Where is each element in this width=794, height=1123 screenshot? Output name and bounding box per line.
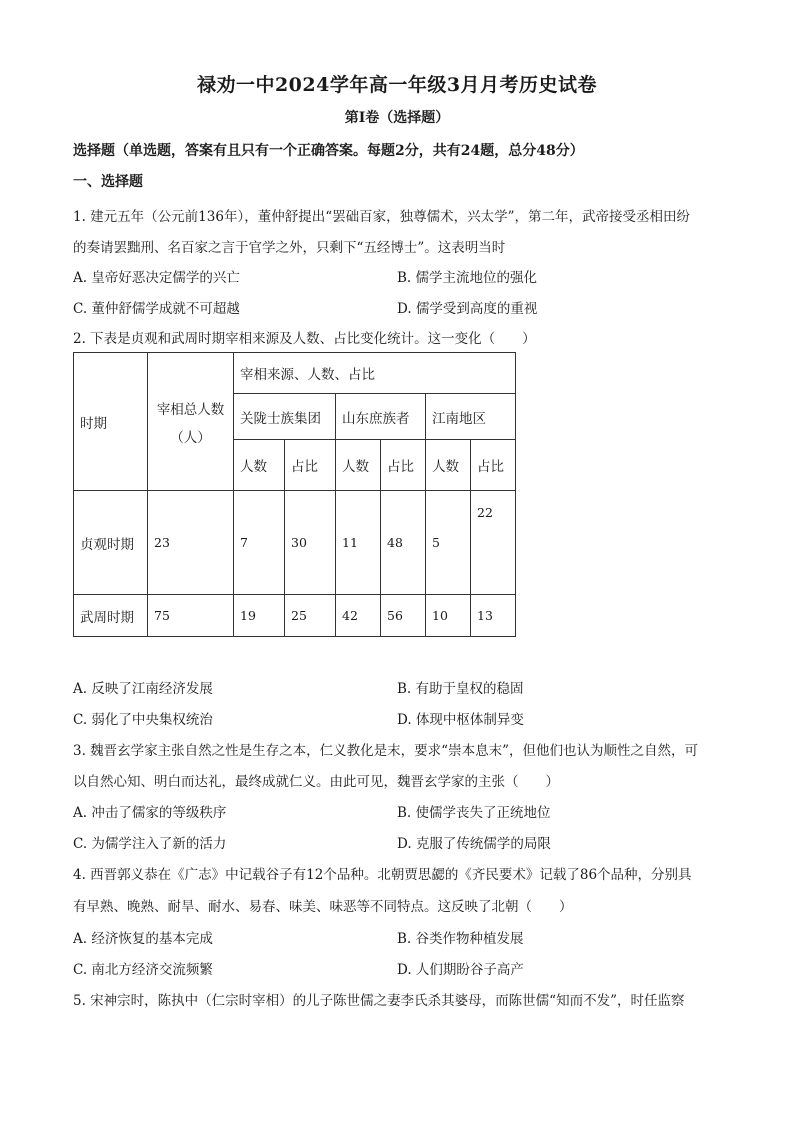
- question-1-option-a: A. 皇帝好恶决定儒学的兴亡: [73, 270, 240, 286]
- table-subheader-ratio: 占比: [471, 440, 516, 491]
- table-header-source-2: 山东庶族者: [336, 394, 426, 440]
- question-4-line-1: 4. 西晋郭义恭在《广志》中记载谷子有12个品种。北朝贾思勰的《齐民要术》记载了86个品种，分别具: [73, 867, 692, 883]
- question-4-option-d: D. 人们期盼谷子高产: [397, 962, 524, 978]
- table-cell: 42: [336, 595, 381, 637]
- question-2-option-d: D. 体现中枢体制异变: [397, 712, 524, 728]
- page-title: 禄劝一中2024学年高一年级3月月考历史试卷: [196, 74, 598, 96]
- table-row: [74, 491, 516, 595]
- table-cell: 56: [381, 595, 426, 637]
- question-3-option-c: C. 为儒学注入了新的活力: [73, 836, 227, 852]
- question-3-option-d: D. 克服了传统儒学的局限: [397, 836, 551, 852]
- question-1-line-1: 1. 建元五年（公元前136年），董仲舒提出“罢础百家，独尊儒术，兴太学”，第二年，武帝接受丞相田纷: [73, 209, 690, 225]
- table-header-period: 时期: [74, 353, 148, 491]
- question-4-line-2: 有早熟、晚熟、耐旱、耐水、易春、味美、味恶等不同特点。这反映了北朝（ ）: [73, 899, 573, 915]
- table-cell-period: 武周时期: [74, 595, 148, 637]
- question-4-option-c: C. 南北方经济交流频繁: [73, 962, 213, 978]
- table-header-source-1: 关陇士族集团: [234, 394, 336, 440]
- table-subheader-ratio: 占比: [285, 440, 336, 491]
- table-subheader-ratio: 占比: [381, 440, 426, 491]
- question-2-line-1: 2. 下表是贞观和武周时期宰相来源及人数、占比变化统计。这一变化（ ）: [73, 331, 536, 347]
- table-cell: 19: [234, 595, 285, 637]
- table-subheader-count: 人数: [234, 440, 285, 491]
- table-cell: 25: [285, 595, 336, 637]
- table-subheader-count: 人数: [426, 440, 471, 491]
- instructions: 选择题（单选题，答案有且只有一个正确答案。每题2分，共有24题，总分48分）: [73, 143, 584, 159]
- question-1-line-2: 的奏请罢黜刑、名百家之言于官学之外，只剩下“五经博士”。这表明当时: [73, 240, 506, 256]
- table-header-sources: 宰相来源、人数、占比: [234, 353, 516, 394]
- question-1-option-b: B. 儒学主流地位的强化: [397, 270, 538, 286]
- table-cell: 7: [234, 491, 285, 595]
- question-2-option-a: A. 反映了江南经济发展: [73, 681, 213, 697]
- table-cell: 13: [471, 595, 516, 637]
- question-1-option-c: C. 董仲舒儒学成就不可超越: [73, 301, 240, 317]
- table-cell: 22: [471, 491, 516, 595]
- section-heading: 一、选择题: [73, 174, 143, 190]
- table-header-source-3: 江南地区: [426, 394, 516, 440]
- question-3-line-2: 以自然心知、明白而达礼，最终成就仁义。由此可见，魏晋玄学家的主张（ ）: [73, 774, 559, 790]
- question-4-option-a: A. 经济恢复的基本完成: [73, 931, 213, 947]
- question-2-option-c: C. 弱化了中央集权统治: [73, 712, 213, 728]
- table-row: [74, 595, 516, 637]
- table-header-total: 宰相总人数 （人）: [148, 353, 234, 491]
- table-cell: 48: [381, 491, 426, 595]
- table-subheader-count: 人数: [336, 440, 381, 491]
- table-cell-period: 贞观时期: [74, 491, 148, 595]
- question-1-option-d: D. 儒学受到高度的重视: [397, 301, 538, 317]
- prime-minister-table: [73, 352, 516, 637]
- table-cell: 30: [285, 491, 336, 595]
- table-cell: 5: [426, 491, 471, 595]
- table-cell: 10: [426, 595, 471, 637]
- table-cell-total: 23: [148, 491, 234, 595]
- question-3-option-b: B. 使儒学丧失了正统地位: [397, 805, 551, 821]
- table-cell: 11: [336, 491, 381, 595]
- table-cell-total: 75: [148, 595, 234, 637]
- question-2-option-b: B. 有助于皇权的稳固: [397, 681, 524, 697]
- question-3-line-1: 3. 魏晋玄学家主张自然之性是生存之本，仁义教化是末，要求“崇本息末”，但他们也认为顺性之自然，可: [73, 743, 698, 759]
- page-subtitle: 第I卷（选择题）: [344, 110, 450, 126]
- question-5-line-1: 5. 宋神宗时，陈执中（仁宗时宰相）的儿子陈世儒之妻李氏杀其婆母，而陈世儒“知而不发”，时任监察: [73, 993, 685, 1009]
- question-4-option-b: B. 谷类作物种植发展: [397, 931, 524, 947]
- question-3-option-a: A. 冲击了儒家的等级秩序: [73, 805, 227, 821]
